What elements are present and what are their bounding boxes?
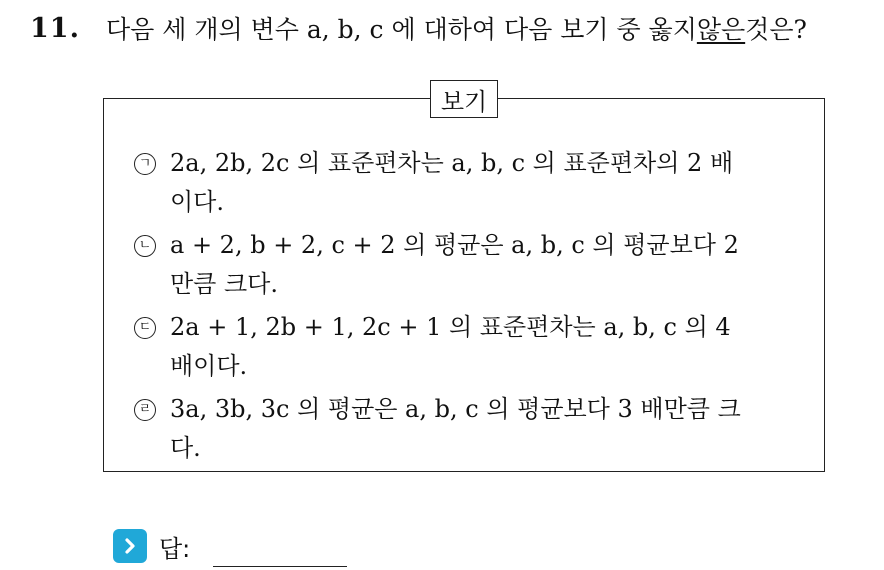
example-item-4 — [134, 390, 750, 468]
item-text-3: 2a + 1, 2b + 1, 2c + 1 의 표준편차는 a, b, c 의 4 배이다. — [170, 313, 731, 380]
question-number: 11. — [30, 12, 80, 44]
question-underlined-word: 않은 — [696, 15, 746, 44]
example-item-1 — [134, 144, 750, 222]
answer-row — [113, 526, 190, 566]
example-item-3 — [134, 308, 750, 386]
item-marker-1: ㄱ — [134, 153, 156, 175]
question-text-after: 것은? — [745, 15, 807, 44]
item-text-2: a + 2, b + 2, c + 2 의 평균은 a, b, c 의 평균보다 2 만큼 크다. — [170, 231, 739, 298]
answer-label: 답: — [159, 534, 191, 563]
item-marker-4: ㄹ — [134, 399, 156, 421]
item-text-4: 3a, 3b, 3c 의 평균은 a, b, c 의 평균보다 3 배만큼 크다. — [170, 395, 741, 462]
item-marker-2: ㄴ — [134, 235, 156, 257]
item-text-1: 2a, 2b, 2c 의 표준편차는 a, b, c 의 표준편차의 2 배이다. — [170, 149, 734, 216]
example-item-2 — [134, 226, 750, 304]
item-marker-3: ㄷ — [134, 317, 156, 339]
question-text-before: 다음 세 개의 변수 a, b, c 에 대하여 다음 보기 중 옳지 — [105, 15, 697, 44]
chevron-right-icon — [113, 529, 147, 563]
example-box-title: 보기 — [430, 80, 498, 118]
answer-blank[interactable] — [213, 566, 347, 567]
question-text — [30, 10, 870, 46]
